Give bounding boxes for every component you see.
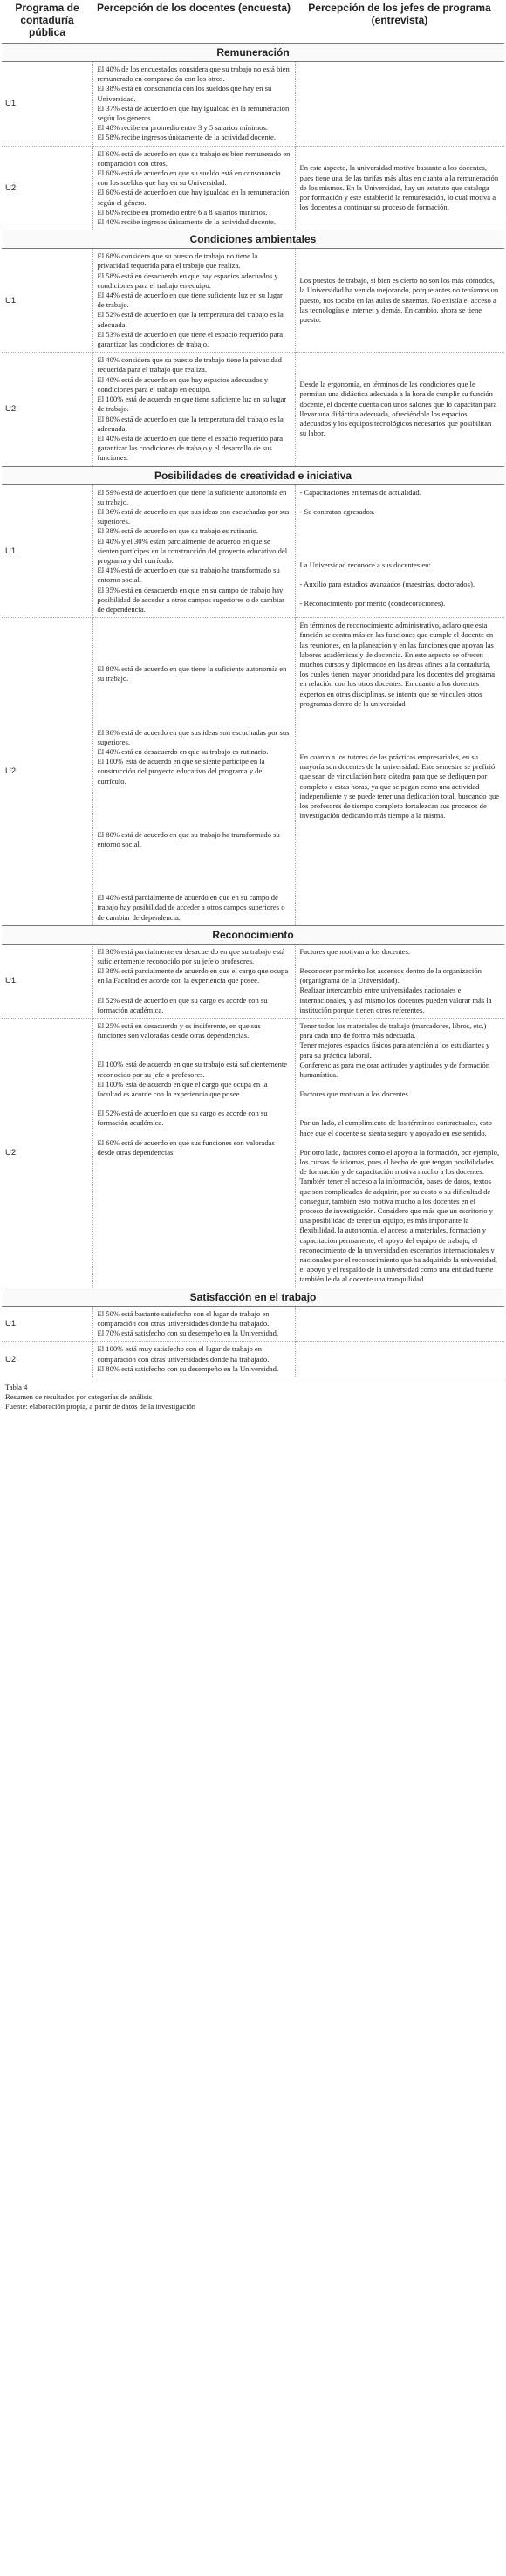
jefes-item: - Capacitaciones en temas de actualidad. bbox=[299, 487, 421, 497]
docentes-item: El 25% está en desacuerdo y es indiferente, en que sus funciones son valoradas desde otras dependencias. bbox=[97, 1021, 261, 1041]
docentes-item: El 36% está de acuerdo en que sus ideas son escuchadas por sus superiores. bbox=[97, 506, 290, 526]
jefes-item: La Universidad reconoce a sus docentes en: bbox=[299, 560, 431, 569]
section-title-reconocimiento: Reconocimiento bbox=[2, 925, 504, 944]
jefes-item: En cuanto a los tutores de las prácticas empresariales, en su mayoría son docentes de la universidad. Este semestre se prefirió que sean de vinculación hora cátedra para que se dediquen por completo a estas horas, ya que se pagan como una actividad independiente y se puede tener una dedicación total, buscando que los profesores de tiempo completo fortalezcan sus procesos de investigación dedicando más tiempo a la misma. bbox=[299, 752, 500, 821]
docentes-item: El 58% está en desacuerdo en que hay espacios adecuados y condiciones para el trabajo en equipo. bbox=[97, 271, 278, 290]
jefes-item: Por un lado, el cumplimiento de los términos contractuales, esto hace que el docente se sienta seguro y apoyado en ese sentido. bbox=[299, 1118, 492, 1137]
docentes-item: El 40% considera que su puesto de trabajo tiene la privacidad requerida para el trabajo que realiza. bbox=[97, 355, 282, 374]
jefes-item: Tener mejores espacios físicos para atención a los estudiantes y para su práctica laboral. bbox=[299, 1041, 490, 1060]
jefes-item: Los puestos de trabajo, si bien es cierto no son los más cómodos, la Universidad ha venido mejorando, porque antes no teníamos un puesto, nos tocaba en las aulas de sistemas. No existía el acceso a las tecnologías e internet y demás. En cambio, ahora se tiene puesto. bbox=[299, 276, 499, 325]
docentes-cell bbox=[92, 1342, 295, 1377]
docentes-item: El 38% está parcialmente de acuerdo en que el cargo que ocupa en la Facultad es acorde con la experiencia que posee. bbox=[97, 966, 289, 986]
jefes-cell bbox=[295, 1306, 504, 1342]
docentes-item: El 100% está de acuerdo en que tiene suficiente luz en su lugar de trabajo. bbox=[97, 395, 287, 414]
docentes-item: El 68% considera que su puesto de trabajo no tiene la privacidad requerida para el trabajo que realiza. bbox=[97, 251, 258, 271]
header-docentes: Percepción de los docentes (encuesta) bbox=[92, 0, 295, 44]
docentes-item: El 60% está de acuerdo en que hay igualdad en la remuneración según el género. bbox=[97, 188, 290, 207]
jefes-item: Realizar intercambio entre universidades nacionales e internacionales, y así mismo los docentes pueden valorar más la institución porque tienen otros referentes. bbox=[299, 986, 492, 1014]
caption-label: Tabla 4 bbox=[5, 1382, 28, 1391]
docentes-cell bbox=[92, 353, 295, 466]
caption-source: Fuente: elaboración propia, a partir de datos de la investigación bbox=[5, 1402, 196, 1412]
docentes-cell bbox=[92, 944, 295, 1018]
docentes-item: El 60% recibe en promedio entre 6 a 8 salarios mínimos. bbox=[97, 207, 268, 216]
docentes-item: El 41% está de acuerdo en que su trabajo ha transformado su entorno social. bbox=[97, 566, 280, 585]
jefes-cell bbox=[295, 944, 504, 1018]
caption-title: Resumen de resultados por categorías de análisis bbox=[5, 1392, 153, 1402]
jefes-cell bbox=[295, 353, 504, 466]
program-label: U1 bbox=[2, 1306, 92, 1342]
program-label: U2 bbox=[2, 353, 92, 466]
header-jefes: Percepción de los jefes de programa (entrevista) bbox=[295, 0, 504, 44]
docentes-item: El 40% recibe ingresos únicamente de la actividad docente. bbox=[97, 217, 276, 227]
table-row bbox=[2, 618, 504, 926]
section-title-remuneracion: Remuneración bbox=[2, 44, 504, 62]
jefes-item: - Reconocimiento por mérito (condecoraciones). bbox=[299, 599, 446, 608]
program-label: U2 bbox=[2, 618, 92, 926]
jefes-cell bbox=[295, 62, 504, 147]
table-row bbox=[2, 944, 504, 1018]
program-label: U2 bbox=[2, 1342, 92, 1377]
docentes-item: El 37% está de acuerdo en que hay igualdad en la remuneración según los géneros. bbox=[97, 103, 290, 123]
docentes-item: El 80% está de acuerdo en que tiene la suficiente autonomía en su trabajo. bbox=[97, 664, 287, 683]
jefes-cell bbox=[295, 146, 504, 230]
jefes-cell bbox=[295, 1342, 504, 1377]
results-table-page bbox=[2, 0, 504, 1412]
table-row bbox=[2, 62, 504, 147]
docentes-cell bbox=[92, 484, 295, 618]
docentes-item: El 80% está de acuerdo en que la temperatura del trabajo es la adecuada. bbox=[97, 414, 284, 433]
table-row bbox=[2, 1342, 504, 1377]
program-label: U2 bbox=[2, 1019, 92, 1288]
docentes-item: El 100% está de acuerdo en que el cargo que ocupa en la facultad es acorde con la experiencia que posee. bbox=[97, 1079, 268, 1099]
docentes-item: El 58% recibe ingresos únicamente de la actividad docente. bbox=[97, 133, 276, 142]
jefes-item: Conferencias para mejorar actitudes y aptitudes y de formación humanística. bbox=[299, 1060, 490, 1080]
jefes-item: Factores que motivan a los docentes: bbox=[299, 946, 411, 956]
docentes-item: El 40% de los encuestados considera que su trabajo no está bien remunerado en comparación con los otros. bbox=[97, 65, 290, 84]
jefes-item: Factores que motivan a los docentes. bbox=[299, 1089, 410, 1099]
program-label: U2 bbox=[2, 146, 92, 230]
docentes-item: El 40% está de acuerdo en que tiene el espacio requerido para garantizar las condiciones de trabajo y el desarrollo de sus funciones. bbox=[97, 433, 284, 463]
docentes-cell bbox=[92, 618, 295, 926]
docentes-item: El 60% está de acuerdo en que sus funciones son valoradas desde otras dependencias. bbox=[97, 1137, 275, 1157]
docentes-item: El 59% está de acuerdo en que tiene la suficiente autonomía en su trabajo. bbox=[97, 487, 287, 506]
docentes-item: El 100% está muy satisfecho con el lugar de trabajo en comparación con otras universidades donde ha trabajado. bbox=[97, 1344, 270, 1364]
table-row bbox=[2, 353, 504, 466]
jefes-item: Reconocer por mérito los ascensos dentro de la organización (organigrama de la Universidad). bbox=[299, 966, 482, 986]
jefes-item: En términos de reconocimiento administrativo, aclaro que esta función se centra más en las funciones que cumple el docente en las reuniones, en la planeación y en las funciones que apoyan las labores académicas y de docencia. En este aspecto se ofrecen muchos cursos y diplomados en las áreas afines a la contaduría, los cuales tienen mayor prioridad para los docentes del programa en relación con los otros docentes. En cuanto a los docentes expertos en otras disciplinas, se intenta que se vinculen otros programas dentro de la universidad bbox=[299, 621, 496, 708]
jefes-cell bbox=[295, 484, 504, 618]
docentes-item: El 100% está de acuerdo en que su trabajo está suficientemente reconocido por su jefe o profesores. bbox=[97, 1060, 288, 1079]
docentes-item: El 100% está de acuerdo en que se siente partícipe en la construcción del proyecto educativo del programa y del currículo. bbox=[97, 757, 265, 786]
table-row bbox=[2, 484, 504, 618]
jefes-item: - Auxilio para estudios avanzados (maestrías, doctorados). bbox=[299, 580, 475, 589]
program-label: U1 bbox=[2, 249, 92, 353]
docentes-item: El 40% y el 30% están parcialmente de acuerdo en que se sienten partícipes en la construcción del proyecto educativo del programa y del currículo. bbox=[97, 536, 288, 565]
docentes-item: El 52% está de acuerdo en que la temperatura del trabajo es la adecuada. bbox=[97, 310, 284, 329]
program-label: U1 bbox=[2, 62, 92, 147]
results-table bbox=[2, 0, 504, 1377]
table-row bbox=[2, 249, 504, 353]
docentes-item: El 36% está de acuerdo en que sus ideas son escuchadas por sus superiores. bbox=[97, 727, 290, 746]
program-label: U1 bbox=[2, 484, 92, 618]
docentes-item: El 60% está de acuerdo en que su sueldo está en consonancia con los sueldos que hay en su Universidad. bbox=[97, 168, 281, 188]
section-title-condiciones: Condiciones ambientales bbox=[2, 230, 504, 249]
jefes-item: Por otro lado, factores como el apoyo a la formación, por ejemplo, los cursos de idiomas, pues el hecho de que tengan posibilidades de formación y de capacitación motiva mucho a los docentes. También tener el acceso a la información, bases de datos, textos que son complicados de adquirir, por su costo o su dificultad de conseguir, también esto motiva mucho a los docentes en el proceso de investigación. Considero que más que un escritorio y una posibilidad de tener un equipo, es más importante la flexibilidad, la autonomía, el acceso a materiales, formación y capacitación permanente, el apoyo del equipo de trabajo, el reconocimiento de la universidad en escenarios internacionales y nacionales por el reconocimiento que ha adquirido la universidad, el apoyo y el respaldo de la universidad como una entidad fuerte también le da al docente una tranquilidad. bbox=[299, 1147, 500, 1284]
docentes-item: El 48% recibe en promedio entre 3 y 5 salarios mínimos. bbox=[97, 123, 268, 133]
jefes-item: Tener todos los materiales de trabajo (marcadores, libros, etc.) para cada uno de forma más adecuada. bbox=[299, 1021, 487, 1041]
docentes-item: El 44% está de acuerdo en que tiene suficiente luz en su lugar de trabajo. bbox=[97, 291, 283, 310]
jefes-cell bbox=[295, 249, 504, 353]
table-header-row bbox=[2, 0, 504, 44]
section-title-satisfaccion: Satisfacción en el trabajo bbox=[2, 1288, 504, 1306]
docentes-cell bbox=[92, 146, 295, 230]
jefes-item: En este aspecto, la universidad motiva bastante a los docentes, pues tiene una de las tarifas más altas en cuanto a la remuneración de los mismos. En la Universidad, hay un estatuto que cataloga por formación y este estableció la remuneración, lo cual motiva a los docentes a continuar su proceso de formación. bbox=[299, 163, 499, 212]
docentes-item: El 52% está de acuerdo en que su cargo es acorde con su formación académica. bbox=[97, 1109, 268, 1128]
jefes-item: - Se contratan egresados. bbox=[299, 506, 375, 516]
docentes-item: El 40% está de acuerdo en que hay espacios adecuados y condiciones para el trabajo en equipo. bbox=[97, 374, 269, 394]
docentes-cell bbox=[92, 1306, 295, 1342]
docentes-item: El 38% está de acuerdo en que su trabajo es rutinario. bbox=[97, 526, 258, 536]
docentes-item: El 80% está de acuerdo en que su trabajo ha transformado su entorno social. bbox=[97, 829, 280, 848]
docentes-cell bbox=[92, 1019, 295, 1288]
program-label: U1 bbox=[2, 944, 92, 1018]
docentes-cell bbox=[92, 62, 295, 147]
docentes-item: El 52% está de acuerdo en que su cargo es acorde con su formación académica. bbox=[97, 995, 268, 1014]
jefes-cell bbox=[295, 618, 504, 926]
docentes-item: El 80% está satisfecho con su desempeño en la Universidad. bbox=[97, 1364, 279, 1373]
docentes-item: El 30% está parcialmente en desacuerdo en que su trabajo está suficientemente reconocido por su jefe o profesores. bbox=[97, 946, 285, 965]
docentes-item: El 60% está de acuerdo en que su trabajo es bien remunerado en comparación con otros. bbox=[97, 148, 291, 168]
jefes-cell bbox=[295, 1019, 504, 1288]
docentes-item: El 40% está en desacuerdo en que su trabajo es rutinario. bbox=[97, 746, 269, 756]
docentes-item: El 53% está de acuerdo en que tiene el espacio requerido para garantizar las condiciones de trabajo. bbox=[97, 329, 284, 349]
header-programa: Programa de contaduría pública bbox=[2, 0, 92, 44]
docentes-item: El 40% está parcialmente de acuerdo en que en su campo de trabajo hay posibilidad de acceder a otros campos superiores o de cambiar de dependencia. bbox=[97, 893, 285, 922]
table-row bbox=[2, 1019, 504, 1288]
table-caption bbox=[2, 1383, 504, 1412]
docentes-item: El 70% está satisfecho con su desempeño en la Universidad. bbox=[97, 1329, 279, 1338]
docentes-item: El 38% está en consonancia con los sueldos que hay en su Universidad. bbox=[97, 84, 272, 103]
table-row bbox=[2, 146, 504, 230]
docentes-cell bbox=[92, 249, 295, 353]
docentes-item: El 35% está en desacuerdo en que en su campo de trabajo hay posibilidad de acceder a otros campos superiores o de cambiar de dependencia. bbox=[97, 585, 285, 614]
table-row bbox=[2, 1306, 504, 1342]
docentes-item: El 50% está bastante satisfecho con el lugar de trabajo en comparación con otras universidades donde ha trabajado. bbox=[97, 1309, 270, 1328]
jefes-item: Desde la ergonomía, en términos de las condiciones que le permitan una didáctica adecuada a la hora de cumplir su función docente, el docente cuenta con unos salones que lo capacitan para llevar una didáctica adecuada, ofreciéndole los espacios adecuados y los equipos tecnológicos necesarios que posibilitan su labor. bbox=[299, 380, 497, 438]
section-title-creatividad: Posibilidades de creatividad e iniciativa bbox=[2, 466, 504, 484]
